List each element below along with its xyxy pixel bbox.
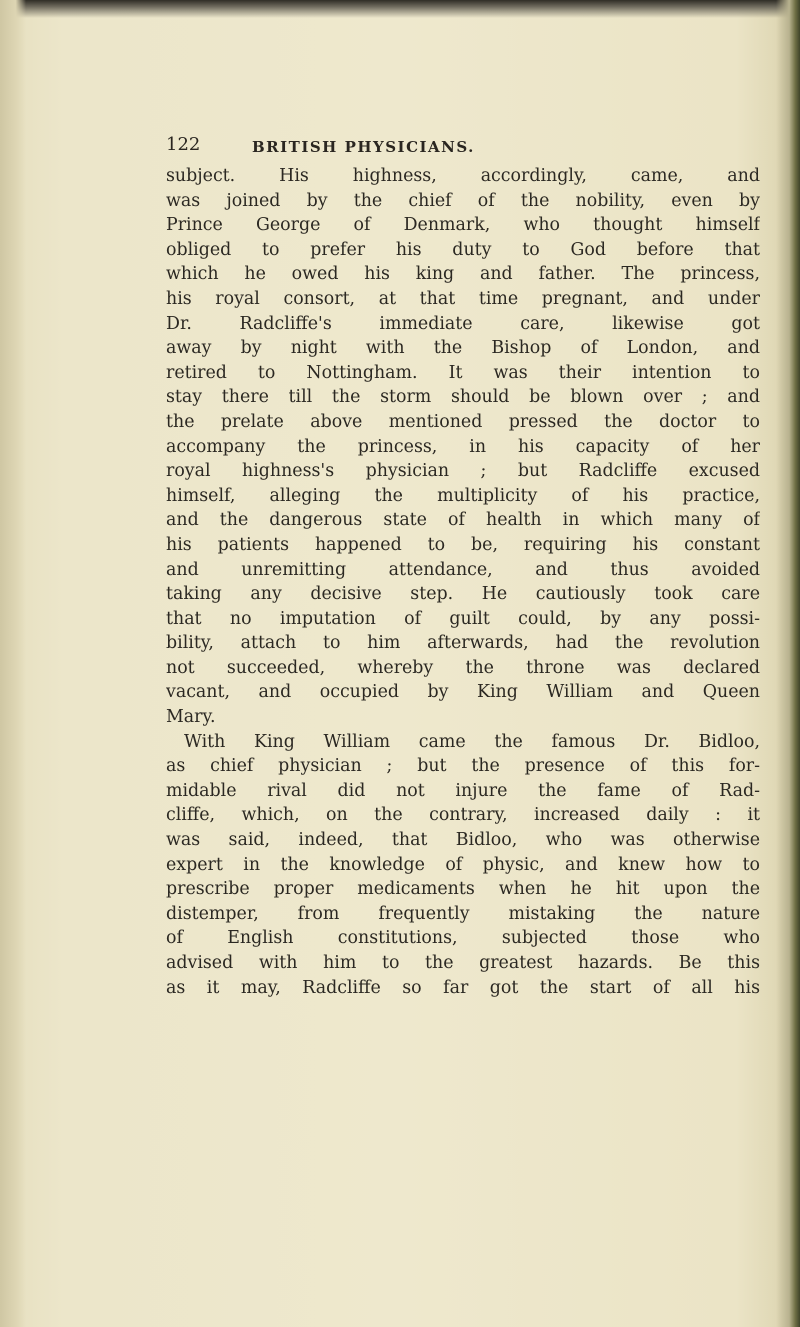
text-line: taking any decisive step. He cautiously took care: [166, 584, 760, 605]
text-line: distemper, from frequently mistaking the nature: [166, 903, 760, 924]
text-line: Prince George of Denmark, who thought himself: [166, 215, 760, 236]
text-line: his patients happened to be, requiring his constant: [166, 534, 760, 555]
text-line: bility, attach to him afterwards, had the revolution: [166, 633, 760, 654]
text-line: not succeeded, whereby the throne was declared: [166, 657, 760, 678]
text-line: vacant, and occupied by King William and Queen: [166, 682, 760, 703]
running-head: BRITISH PHYSICIANS.: [252, 138, 475, 156]
page-right-edge: [776, 0, 800, 1327]
text-line: away by night with the Bishop of London, and: [166, 338, 760, 359]
text-line: and the dangerous state of health in which many of: [166, 510, 760, 531]
text-line: Dr. Radcliffe's immediate care, likewise got: [166, 313, 760, 334]
text-line: was joined by the chief of the nobility, even by: [166, 190, 760, 211]
text-line: Mary.: [166, 707, 216, 728]
text-line: expert in the knowledge of physic, and knew how to: [166, 854, 760, 875]
text-line: as it may, Radcliffe so far got the start of all his: [166, 977, 760, 998]
text-line: and unremitting attendance, and thus avoided: [166, 559, 760, 580]
text-line: that no imputation of guilt could, by any possi-: [166, 608, 760, 629]
text-line: cliffe, which, on the contrary, increased daily : it: [166, 805, 760, 826]
page-number: 122: [166, 134, 201, 155]
body-text: [166, 164, 760, 1000]
text-line: stay there till the storm should be blown over ; and: [166, 387, 760, 408]
text-line: With King William came the famous Dr. Bidloo,: [184, 731, 760, 752]
text-line: advised with him to the greatest hazards. Be this: [166, 953, 760, 973]
text-line: prescribe proper medicaments when he hit upon the: [166, 879, 760, 900]
text-line: retired to Nottingham. It was their intention to: [166, 362, 760, 383]
page-header: [166, 136, 756, 158]
text-line: which he owed his king and father. The princess,: [166, 264, 760, 285]
text-line: was said, indeed, that Bidloo, who was otherwise: [166, 830, 760, 851]
text-line: of English constitutions, subjected those who: [166, 928, 760, 949]
text-line: obliged to prefer his duty to God before that: [166, 239, 760, 260]
text-line: his royal consort, at that time pregnant, and under: [166, 288, 760, 309]
text-line: the prelate above mentioned pressed the doctor to: [166, 411, 760, 432]
text-line: accompany the princess, in his capacity of her: [166, 436, 760, 457]
text-line: royal highness's physician ; but Radcliffe excused: [166, 461, 760, 482]
page-top-shadow: [0, 0, 800, 18]
page-left-edge: [0, 0, 26, 1327]
text-line: as chief physician ; but the presence of this for-: [166, 756, 760, 777]
text-line: subject. His highness, accordingly, came, and: [166, 166, 760, 186]
text-line: midable rival did not injure the fame of Rad-: [166, 780, 760, 801]
text-line: himself, alleging the multiplicity of his practice,: [166, 485, 760, 506]
